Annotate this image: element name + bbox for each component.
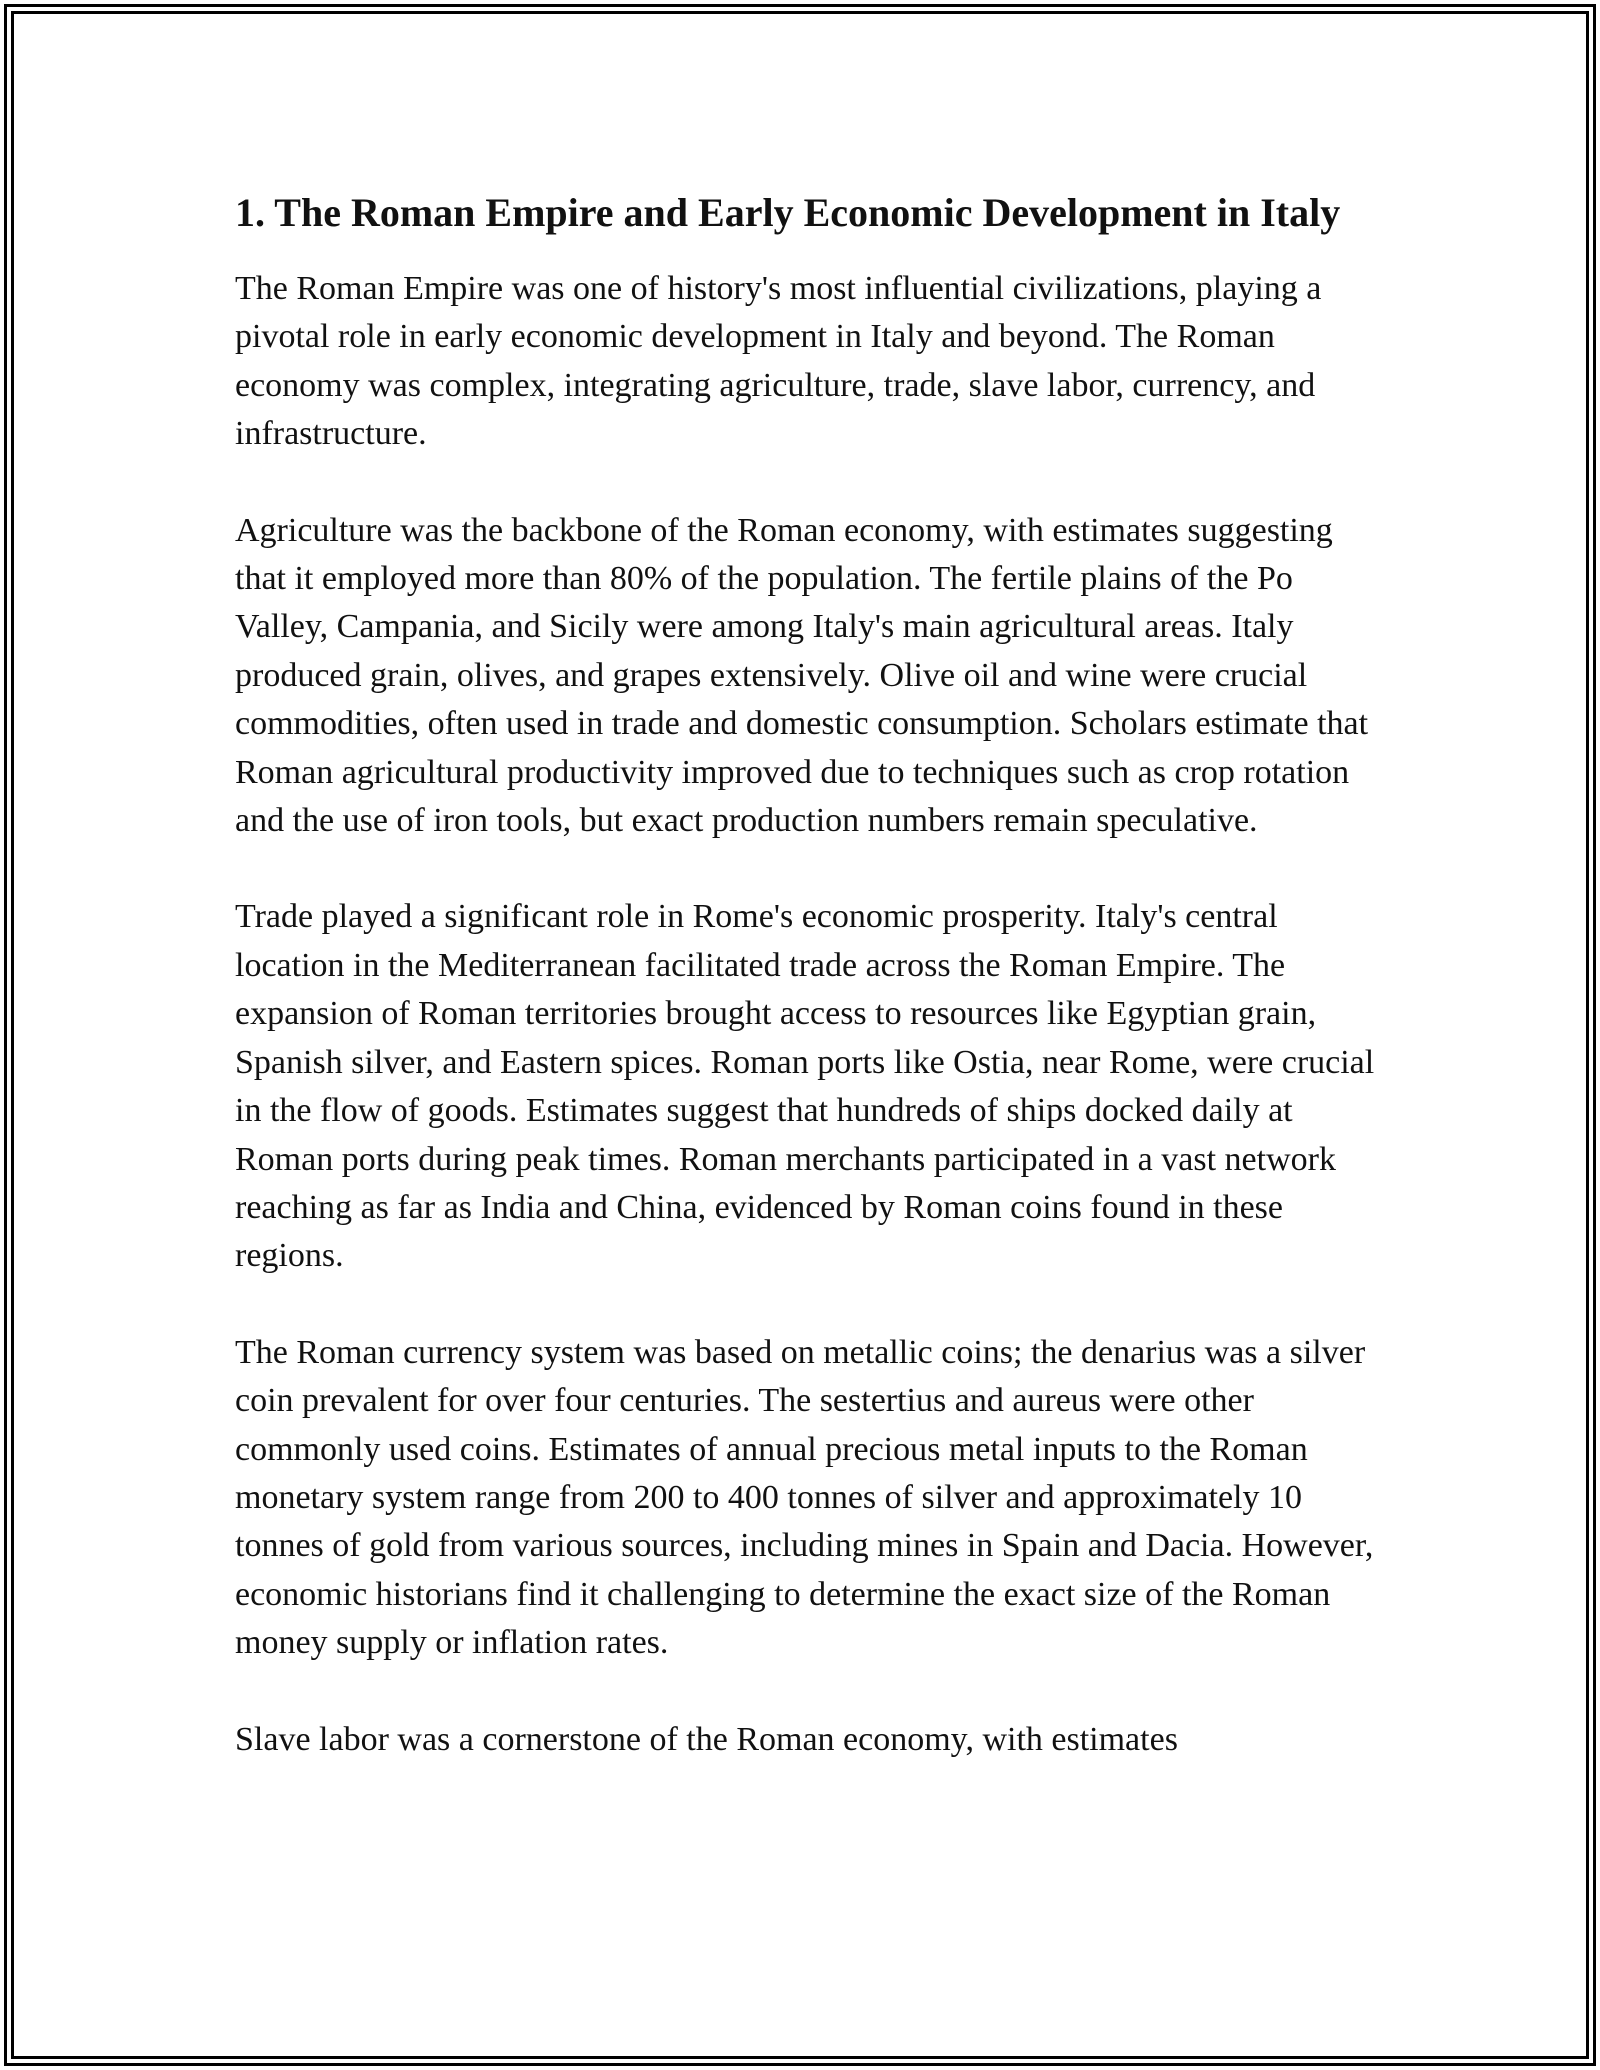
section-heading: 1. The Roman Empire and Early Economic Development in Italy	[235, 190, 1341, 235]
paragraph-currency: The Roman currency system was based on metallic coins; the denarius was a silver coin prevalent for over four centuries. The sestertius and aureus were other commonly used coins. Estimates of annual precious metal inputs to the Roman monetary system range from 200 to 400 tonnes of silver and approximately 10 tonnes of gold from various sources, including mines in Spain and Dacia. However, economic historians find it challenging to determine the exact size of the Roman money supply or inflation rates.	[235, 1333, 1374, 1662]
paragraph-intro: The Roman Empire was one of history's most influential civilizations, playing a pivotal role in early economic development in Italy and beyond. The Roman economy was complex, integrating agriculture, trade, slave labor, currency, and infrastructure.	[235, 270, 1322, 453]
paragraph-agriculture: Agriculture was the backbone of the Roman economy, with estimates suggesting that it employed more than 80% of the population. The fertile plains of the Po Valley, Campania, and Sicily were among Italy's main agricultural areas. Italy produced grain, olives, and grapes extensively. Olive oil and wine were crucial commodities, often used in trade and domestic consumption. Scholars estimate that Roman agricultural productivity improved due to techniques such as crop rotation and the use of iron tools, but exact production numbers remain speculative.	[235, 511, 1369, 840]
paragraph-trade: Trade played a significant role in Rome's economic prosperity. Italy's central location in the Mediterranean facilitated trade across the Roman Empire. The expansion of Roman territories brought access to resources like Egyptian grain, Spanish silver, and Eastern spices. Roman ports like Ostia, near Rome, were crucial in the flow of goods. Estimates suggest that hundreds of ships docked daily at Roman ports during peak times. Roman merchants participated in a vast network reaching as far as India and China, evidenced by Roman coins found in these regions.	[235, 898, 1375, 1275]
document-body	[235, 185, 1375, 1812]
paragraph-slave-labor: Slave labor was a cornerstone of the Roman economy, with estimates	[235, 1720, 1178, 1758]
